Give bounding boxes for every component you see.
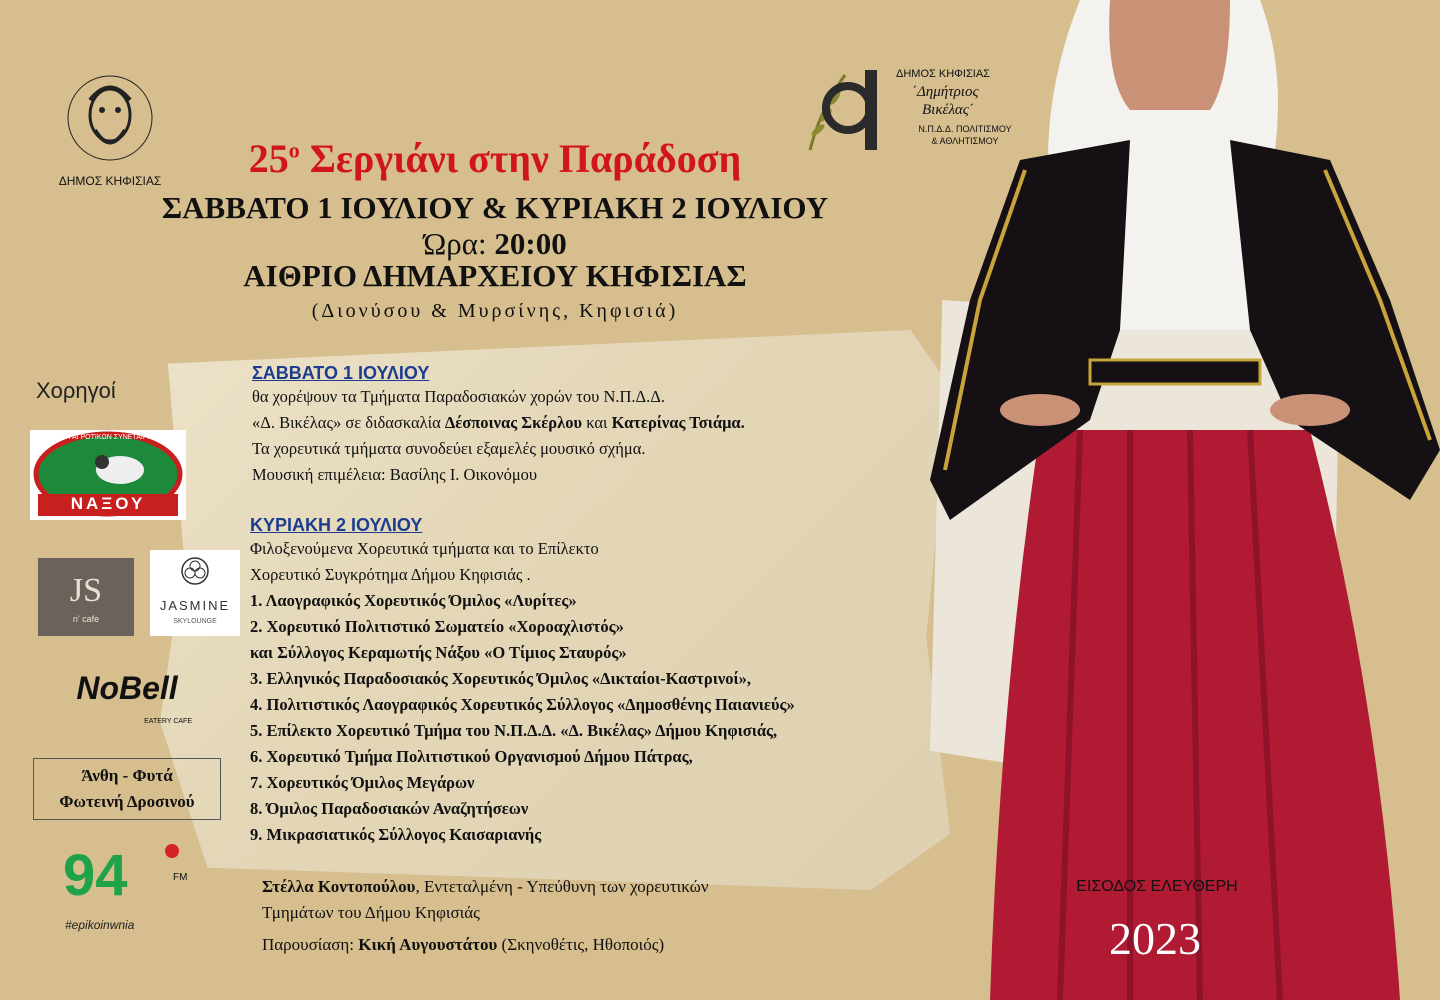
choreographer-name: Στέλλα Κοντοπούλου [262, 877, 416, 896]
footer-line1-rest: , Εντεταλμένη - Υπεύθυνη των χορευτικών [415, 877, 709, 896]
anthi-line1: Άνθη - Φυτά [81, 766, 173, 785]
event-venue: ΑΙΘΡΙΟ ΔΗΜΑΡΧΕΙΟΥ ΚΗΦΙΣΙΑΣ [243, 258, 747, 293]
footer-line3 [262, 932, 922, 958]
title-text: Σεργιάνι στην Παράδοση [309, 136, 742, 181]
saturday-line3: Τα χορευτικά τμήματα συνοδεύει εξαμελές μουσικό σχήμα. [252, 439, 646, 458]
title-sup: ο [288, 137, 300, 163]
dimos-kifisias-logo [55, 70, 165, 190]
vikelas-sub2: & ΑΘΛΗΤΙΣΜΟΥ [931, 136, 999, 146]
olive-branch-icon [790, 60, 880, 170]
radio-number: 94 [63, 843, 128, 908]
title-number: 25 [248, 136, 289, 181]
saturday-teacher2: Κατερίνας Τσιάμα. [611, 413, 745, 432]
footer-line1 [262, 874, 922, 900]
sunday-item: 8. Όμιλος Παραδοσιακών Αναζητήσεων [250, 799, 529, 818]
sunday-section [250, 515, 930, 848]
jasmine-small: SKYLOUNGE [173, 618, 217, 625]
sponsors-label: Χορηγοί [36, 378, 116, 403]
vikelas-sub1: Ν.Π.Δ.Δ. ΠΟΛΙΤΙΣΜΟΥ [918, 124, 1012, 134]
radio-signal-icon [165, 844, 179, 858]
saturday-teacher1: Δέσποινας Σκέρλου [444, 413, 583, 432]
nobell-small: EATERY CAFE [144, 718, 192, 725]
js-cafe-logo [38, 558, 134, 636]
sunday-item: 4. Πολιτιστικός Λαογραφικός Χορευτικός Σύλλογος «Δημοσθένης Παιανιεύς» [250, 695, 795, 714]
event-year: 2023 [1109, 913, 1201, 964]
dimos-logo-caption: ΔΗΜΟΣ ΚΗΦΙΣΙΑΣ [58, 174, 162, 188]
saturday-line2 [252, 410, 892, 436]
traditional-costume-figure [930, 0, 1440, 1000]
vikelas-name1: ΄Δημήτριος [912, 84, 979, 100]
nobell-text: NoBell [76, 670, 178, 706]
footer-line2: Τμημάτων του Δήμου Κηφισιάς [262, 903, 480, 922]
footer-line3-rest: (Σκηνοθέτις, Ηθοποιός) [497, 935, 665, 954]
js-text: JS [69, 572, 103, 609]
time-label: Ώρα: [423, 226, 495, 261]
saturday-line1: θα χορέψουν τα Τμήματα Παραδοσιακών χορών του Ν.Π.Δ.Δ. [252, 387, 665, 406]
menander-head-icon [60, 70, 160, 165]
radio-94fm-logo [63, 842, 203, 952]
sunday-item: 9. Μικρασιατικός Σύλλογος Καισαριανής [250, 825, 542, 844]
sunday-item: 1. Λαογραφικός Χορευτικός Όμιλος «Λυρίτες» [250, 591, 577, 610]
event-title [190, 135, 800, 182]
saturday-line4: Μουσική επιμέλεια: Βασίλης Ι. Οικονόμου [252, 465, 538, 484]
vikelas-name2: Βικέλας΄ [922, 102, 974, 118]
sunday-intro2: Χορευτικό Συγκρότημα Δήμου Κηφισιάς . [250, 565, 531, 584]
time-value: 20:00 [494, 226, 567, 261]
sunday-item: 3. Ελληνικός Παραδοσιακός Χορευτικός Όμιλος «Δικταίοι-Καστρινοί», [250, 669, 751, 688]
free-entry-label: ΕΙΣΟΔΟΣ ΕΛΕΥΘΕΡΗ [1076, 878, 1238, 895]
sunday-item: και Σύλλογος Κεραμωτής Νάξου «Ο Τίμιος Σταυρός» [250, 643, 627, 662]
saturday-section [252, 363, 892, 488]
nobell-logo [62, 662, 192, 734]
sunday-heading: ΚΥΡΙΑΚΗ 2 ΙΟΥΛΙΟΥ [250, 515, 423, 535]
flower-icon [180, 556, 210, 586]
sunday-item: 2. Χορευτικό Πολιτιστικό Σωματείο «Χοροαχλιστός» [250, 617, 624, 636]
sunday-intro1: Φιλοξενούμενα Χορευτικά τμήματα και το Επίλεκτο [250, 539, 599, 558]
anthi-fyta-box [33, 758, 221, 820]
jasmine-logo [150, 550, 240, 636]
sunday-item: 5. Επίλεκτο Χορευτικό Τμήμα του Ν.Π.Δ.Δ. «Δ. Βικέλας» Δήμου Κηφισιάς, [250, 721, 778, 740]
sunday-item: 6. Χορευτικό Τμήμα Πολιτιστικού Οργανισμού Δήμου Πάτρας, [250, 747, 693, 766]
naxos-ring: ΕΝΩΣΗ ΑΓΡΟΤΙΚΩΝ ΣΥΝΕΤΑΙΡΙΣΜΩΝ [46, 434, 170, 441]
saturday-line2-a: «Δ. Βικέλας» σε διδασκαλία [252, 413, 445, 432]
saturday-line2-c: και [582, 413, 612, 432]
event-time [150, 226, 840, 262]
radio-fm: FM [173, 872, 188, 883]
event-dates: ΣΑΒΒΑΤΟ 1 ΙΟΥΛΙΟΥ & ΚΥΡΙΑΚΗ 2 ΙΟΥΛΙΟΥ [161, 190, 829, 225]
naxos-logo [30, 430, 186, 520]
vikelas-top: ΔΗΜΟΣ ΚΗΦΙΣΙΑΣ [896, 68, 990, 80]
footer-credits [262, 874, 922, 958]
sunday-item: 7. Χορευτικός Όμιλος Μεγάρων [250, 773, 475, 792]
radio-tag: #epikoinwnia [65, 918, 135, 932]
jasmine-text: JASMINE [159, 598, 231, 613]
saturday-heading: ΣΑΒΒΑΤΟ 1 ΙΟΥΛΙΟΥ [252, 363, 430, 383]
presenter-name: Κική Αυγουστάτου [358, 935, 498, 954]
naxos-name: ΝΑΞΟΥ [70, 494, 146, 513]
vikelas-logo [790, 60, 1012, 170]
footer-line3-a: Παρουσίαση: [262, 935, 359, 954]
event-address: (Διονύσου & Μυρσίνης, Κηφισιά) [311, 300, 679, 322]
anthi-line2: Φωτεινή Δροσινού [59, 792, 195, 811]
js-small: n' cafe [72, 614, 100, 624]
